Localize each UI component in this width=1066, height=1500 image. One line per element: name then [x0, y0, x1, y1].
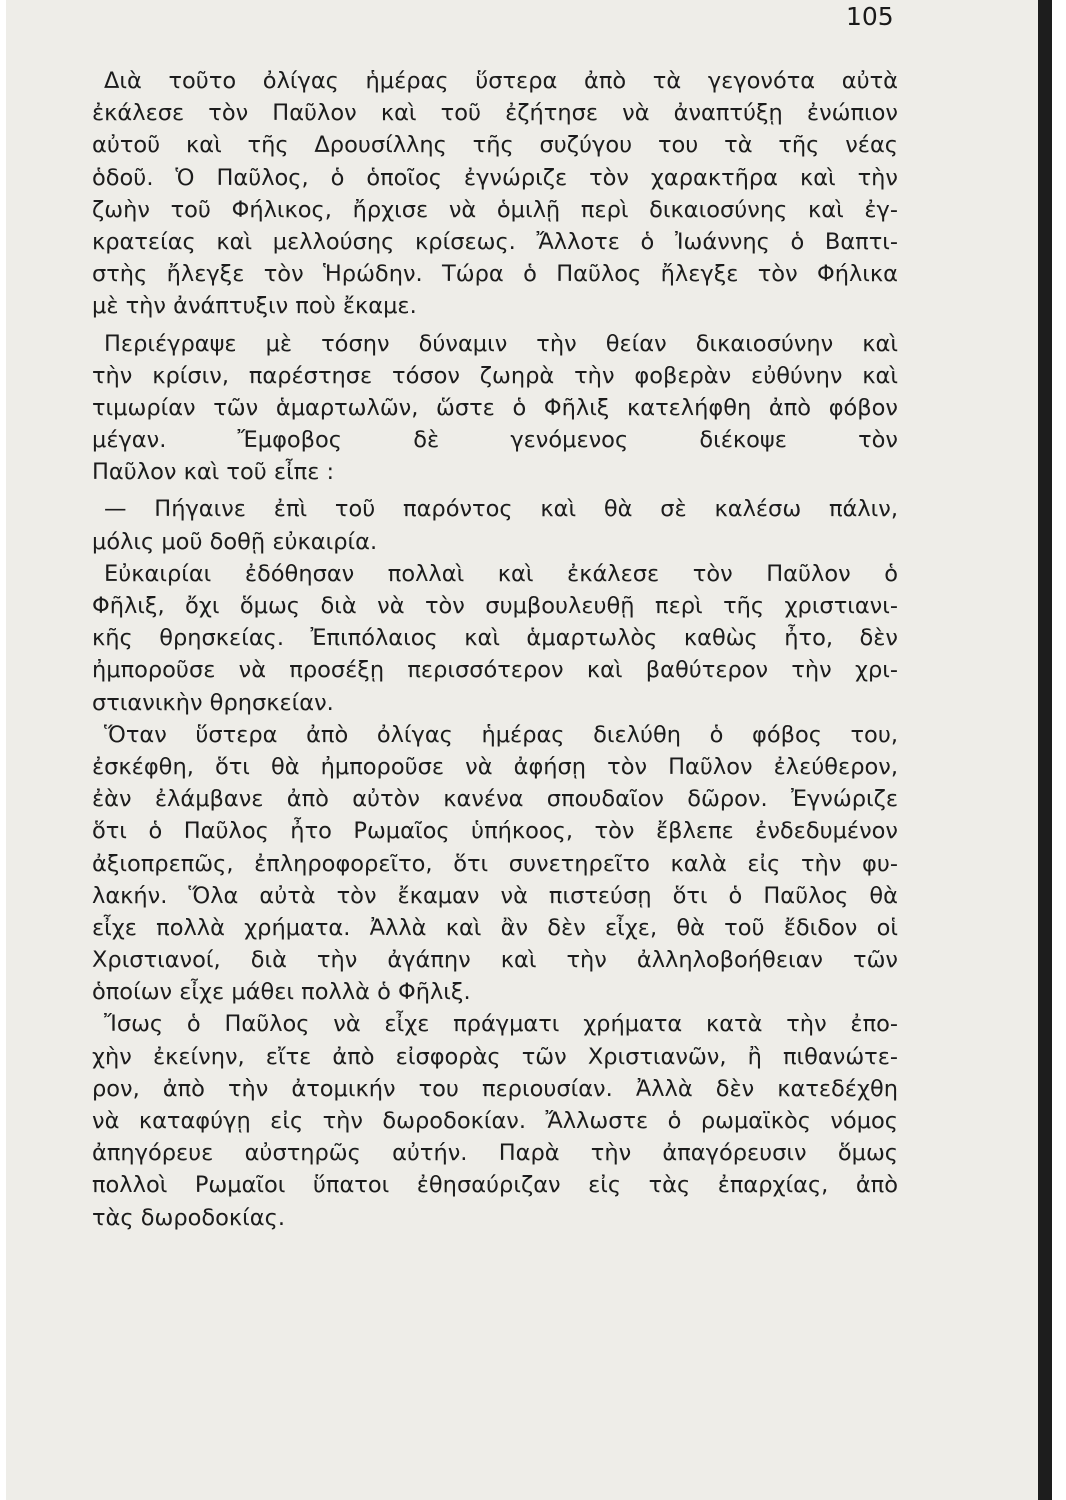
text-line: εἶχε πολλὰ χρήματα. Ἀλλὰ καὶ ἂν δὲν εἶχε, θὰ τοῦ ἔδιδον οἱ — [92, 914, 898, 941]
text-line: ζωὴν τοῦ Φήλικος, ἤρχισε νὰ ὁμιλῇ περὶ δικαιοσύνης καὶ ἐγ- — [92, 196, 898, 223]
text-line: ἐσκέφθη, ὅτι θὰ ἠμποροῦσε νὰ ἀφήσῃ τὸν Παῦλον ἐλεύθερον, — [92, 753, 898, 780]
text-line: ρον, ἀπὸ τὴν ἀτομικήν του περιουσίαν. Ἀλλὰ δὲν κατεδέχθη — [92, 1075, 898, 1102]
text-line: Εὐκαιρίαι ἐδόθησαν πολλαὶ καὶ ἐκάλεσε τὸν Παῦλον ὁ — [104, 560, 898, 587]
page-number: 105 — [846, 2, 894, 31]
text-line: ἐκάλεσε τὸν Παῦλον καὶ τοῦ ἐζήτησε νὰ ἀναπτύξῃ ἐνώπιον — [92, 100, 898, 127]
text-line: ἀξιοπρεπῶς, ἐπληροφορεῖτο, ὅτι συνετηρεῖτο καλὰ εἰς τὴν φυ- — [92, 850, 898, 877]
paragraph — [92, 1008, 898, 1233]
scan-dark-edge — [1038, 0, 1052, 1500]
text-line: Παῦλον καὶ τοῦ εἶπε : — [92, 459, 335, 486]
text-line: Ὅταν ὕστερα ἀπὸ ὀλίγας ἡμέρας διελύθη ὁ φόβος του, — [104, 721, 898, 748]
text-line: στιανικὴν θρησκείαν. — [92, 689, 334, 716]
text-line: ὁποίων εἶχε μάθει πολλὰ ὁ Φῆλιξ. — [92, 979, 471, 1006]
text-line: ὅτι ὁ Παῦλος ἦτο Ρωμαῖος ὑπήκοος, τὸν ἔβλεπε ἐνδεδυμένον — [92, 818, 898, 845]
text-line: νὰ καταφύγῃ εἰς τὴν δωροδοκίαν. Ἄλλωστε ὁ ρωμαϊκὸς νόμος — [92, 1108, 898, 1134]
text-line: ἠμποροῦσε νὰ προσέξῃ περισσότερον καὶ βαθύτερον τὴν χρι- — [92, 657, 898, 684]
text-line: κρατείας καὶ μελλούσης κρίσεως. Ἄλλοτε ὁ Ἰωάννης ὁ Βαπτι- — [92, 228, 898, 255]
paragraph — [92, 65, 898, 323]
text-line: λακήν. Ὅλα αὐτὰ τὸν ἔκαμαν νὰ πιστεύσῃ ὅτι ὁ Παῦλος θὰ — [92, 882, 898, 909]
text-line: Χριστιανοί, διὰ τὴν ἀγάπην καὶ τὴν ἀλληλοβοήθειαν τῶν — [92, 947, 898, 974]
text-line: Περιέγραψε μὲ τόσην δύναμιν τὴν θείαν δικαιοσύνην καὶ — [104, 330, 898, 357]
text-line: Διὰ τοῦτο ὀλίγας ἡμέρας ὕστερα ἀπὸ τὰ γεγονότα αὐτὰ — [104, 68, 898, 94]
text-line: ἐὰν ἐλάμβανε ἀπὸ αὐτὸν κανένα σπουδαῖον δῶρον. Ἐγνώριζε — [92, 786, 898, 813]
text-line: τὰς δωροδοκίας. — [92, 1204, 285, 1231]
text-line: τὴν κρίσιν, παρέστησε τόσον ζωηρὰ τὴν φοβερὰν εὐθύνην καὶ — [92, 362, 898, 389]
paragraph — [92, 558, 898, 719]
text-line: πολλοὶ Ρωμαῖοι ὕπατοι ἐθησαύριζαν εἰς τὰς ἐπαρχίας, ἀπὸ — [92, 1172, 898, 1199]
text-line: κῆς θρησκείας. Ἐπιπόλαιος καὶ ἁμαρτωλὸς καθὼς ἦτο, δὲν — [92, 625, 898, 652]
text-line: μόλις μοῦ δοθῇ εὐκαιρία. — [92, 528, 378, 555]
text-line: στὴς ἤλεγξε τὸν Ἡρώδην. Τώρα ὁ Παῦλος ἤλεγξε τὸν Φήλικα — [92, 261, 898, 288]
text-line: μέγαν. Ἔμφοβος δὲ γενόμενος διέκοψε τὸν — [92, 427, 898, 454]
paragraph — [92, 493, 898, 557]
text-line: τιμωρίαν τῶν ἁμαρτωλῶν, ὥστε ὁ Φῆλιξ κατελήφθη ἀπὸ φόβον — [92, 394, 898, 421]
paragraph — [92, 719, 898, 1009]
text-line: ὁδοῦ. Ὁ Παῦλος, ὁ ὁποῖος ἐγνώριζε τὸν χαρακτῆρα καὶ τὴν — [92, 164, 898, 191]
text-line: αὐτοῦ καὶ τῆς Δρουσίλλης τῆς συζύγου του τὰ τῆς νέας — [92, 132, 898, 159]
text-line: ἀπηγόρευε αὐστηρῶς αὐτήν. Παρὰ τὴν ἀπαγόρευσιν ὅμως — [92, 1140, 898, 1167]
paragraph — [92, 328, 898, 489]
text-line: — Πήγαινε ἐπὶ τοῦ παρόντος καὶ θὰ σὲ καλέσω πάλιν, — [104, 496, 898, 523]
text-line: χὴν ἐκείνην, εἴτε ἀπὸ εἰσφορὰς τῶν Χριστιανῶν, ἢ πιθανώτε- — [92, 1043, 898, 1070]
book-page — [6, 0, 1052, 1500]
body-text — [92, 65, 898, 1234]
text-line: μὲ τὴν ἀνάπτυξιν ποὺ ἔκαμε. — [92, 293, 417, 320]
text-line: Ἴσως ὁ Παῦλος νὰ εἶχε πράγματι χρήματα κατὰ τὴν ἐπο- — [104, 1011, 898, 1038]
text-line: Φῆλιξ, ὄχι ὅμως διὰ νὰ τὸν συμβουλευθῇ περὶ τῆς χριστιανι- — [92, 593, 898, 619]
